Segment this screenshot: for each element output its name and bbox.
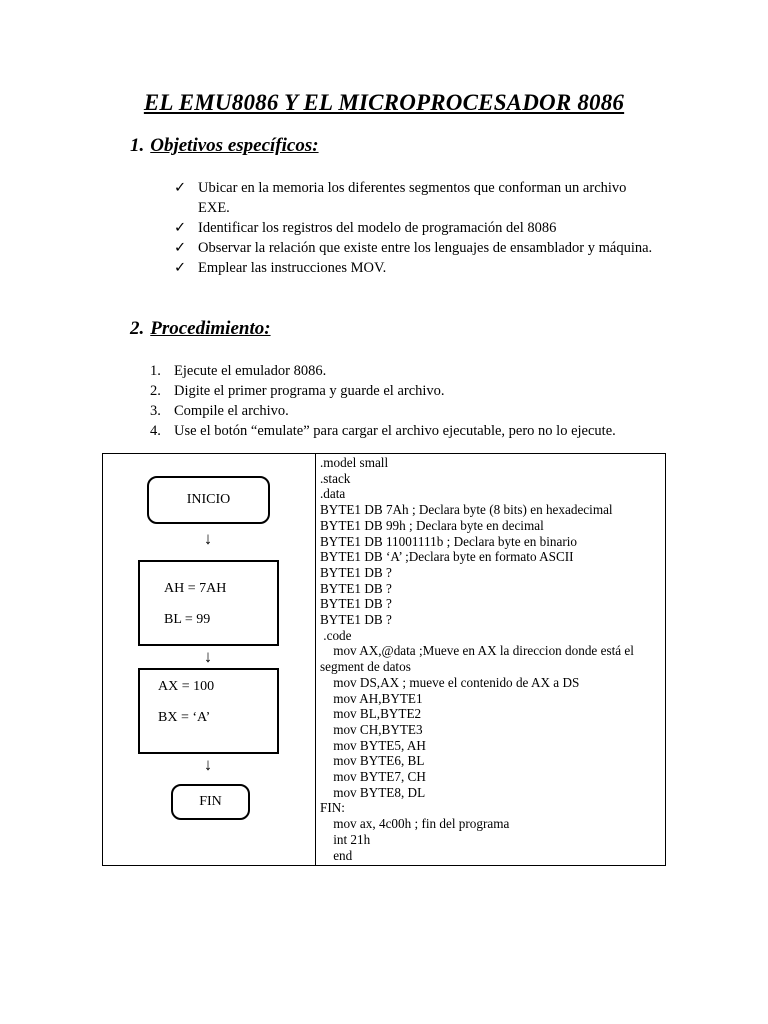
code-line: BYTE1 DB 11001111b ; Declara byte en binario: [320, 533, 577, 549]
code-line: mov BYTE5, AH: [320, 737, 426, 753]
section-title: Objetivos específicos:: [150, 135, 319, 156]
code-line: mov ax, 4c00h ; fin del programa: [320, 816, 510, 832]
section-objectives-heading: [130, 135, 319, 157]
assembly-code: [320, 455, 664, 863]
list-item: [174, 258, 654, 278]
code-line: mov BL,BYTE2: [320, 706, 422, 722]
code-line: mov BYTE6, BL: [320, 753, 425, 769]
code-line: BYTE1 DB ?: [320, 580, 392, 596]
table-divider: [315, 454, 316, 865]
check-icon: ✓: [174, 240, 187, 256]
flowchart-process-line: BL = 99: [164, 612, 211, 627]
step-text: Use el botón “emulate” para cargar el archivo ejecutable, pero no lo ejecute.: [174, 423, 616, 439]
flowchart-start-label: INICIO: [186, 492, 231, 507]
code-line: mov DS,AX ; mueve el contenido de AX a DS: [320, 674, 580, 690]
step-number: 4.: [150, 423, 161, 439]
flowchart-process-line: AH = 7AH: [164, 581, 227, 596]
check-icon: ✓: [174, 260, 187, 276]
code-line: mov BYTE7, CH: [320, 769, 426, 785]
code-line: .code: [320, 627, 352, 643]
list-item: [174, 238, 654, 258]
check-icon: ✓: [174, 180, 187, 196]
list-item: [150, 401, 670, 421]
objective-text: Observar la relación que existe entre los lenguajes de ensamblador y máquina.: [198, 240, 653, 256]
flowchart-process-2: [138, 668, 279, 754]
code-line: mov AX,@data ;Mueve en AX la direccion donde está el: [320, 643, 634, 659]
list-item: [150, 361, 670, 381]
code-line: .data: [320, 486, 346, 502]
section-procedure-heading: [130, 318, 271, 340]
section-number: 1.: [130, 135, 145, 156]
code-line: end: [320, 847, 353, 863]
code-line: FIN:: [320, 800, 345, 816]
flowchart-start: [147, 476, 270, 524]
arrow-down-icon: ↓: [203, 755, 213, 774]
code-line: segment de datos: [320, 659, 411, 675]
code-line: mov CH,BYTE3: [320, 721, 423, 737]
step-text: Compile el archivo.: [174, 403, 289, 419]
code-line: .stack: [320, 470, 351, 486]
list-item: [150, 421, 670, 441]
section-title: Procedimiento:: [150, 318, 271, 339]
code-line: BYTE1 DB 7Ah ; Declara byte (8 bits) en hexadecimal: [320, 502, 613, 518]
procedure-list: [150, 361, 670, 441]
arrow-down-icon: ↓: [203, 647, 213, 666]
flowchart-process-line: BX = ‘A’: [158, 710, 211, 725]
code-line: mov BYTE8, DL: [320, 784, 426, 800]
code-line: BYTE1 DB ‘A’ ;Declara byte en formato ASCII: [320, 549, 574, 565]
flowchart-process-line: AX = 100: [158, 679, 215, 694]
code-line: BYTE1 DB ?: [320, 612, 392, 628]
step-number: 1.: [150, 363, 161, 379]
flowchart-process-1: [138, 560, 279, 646]
objectives-list: [174, 178, 654, 278]
objective-text: Ubicar en la memoria los diferentes segmentos que conforman un archivo EXE.: [198, 180, 627, 216]
code-line: BYTE1 DB 99h ; Declara byte en decimal: [320, 517, 544, 533]
flowchart-end: [171, 784, 250, 820]
document-title: EL EMU8086 Y EL MICROPROCESADOR 8086: [143, 90, 625, 115]
list-item: [150, 381, 670, 401]
flowchart-end-label: FIN: [199, 794, 222, 809]
code-line: BYTE1 DB ?: [320, 564, 392, 580]
objective-text: Emplear las instrucciones MOV.: [198, 260, 387, 276]
list-item: [174, 178, 654, 218]
code-line: .model small: [320, 455, 389, 470]
arrow-down-icon: ↓: [203, 529, 213, 548]
step-text: Digite el primer programa y guarde el archivo.: [174, 383, 445, 399]
list-item: [174, 218, 654, 238]
code-line: mov AH,BYTE1: [320, 690, 423, 706]
code-line: int 21h: [320, 831, 371, 847]
objective-text: Identificar los registros del modelo de programación del 8086: [198, 220, 557, 236]
program-table: [102, 453, 666, 866]
section-number: 2.: [130, 318, 145, 339]
code-line: BYTE1 DB ?: [320, 596, 392, 612]
step-number: 3.: [150, 403, 161, 419]
step-text: Ejecute el emulador 8086.: [174, 363, 327, 379]
check-icon: ✓: [174, 220, 187, 236]
step-number: 2.: [150, 383, 161, 399]
